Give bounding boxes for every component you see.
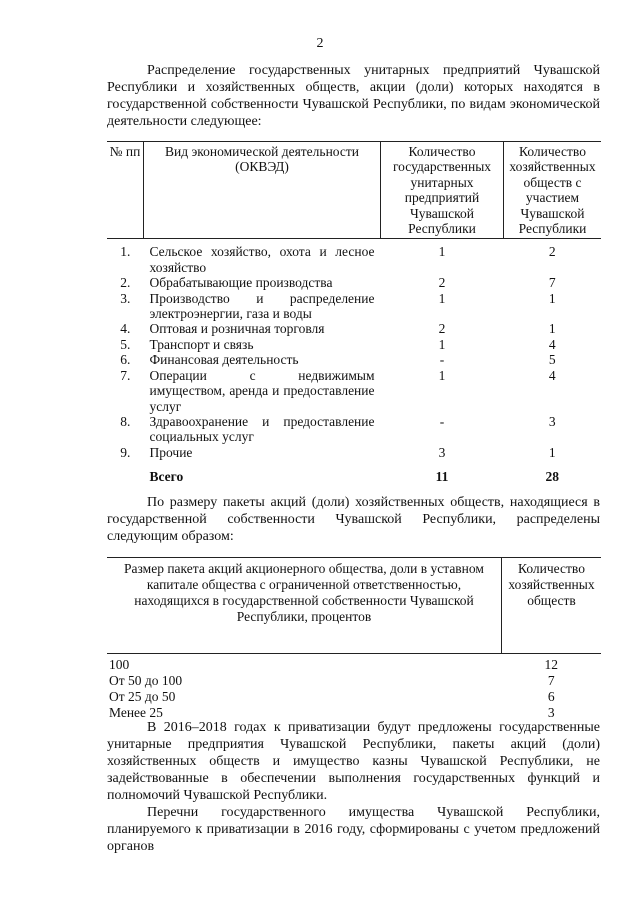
table-row: [107, 654, 601, 674]
table-row: [107, 321, 601, 336]
row-unitary: 2: [438, 321, 446, 337]
row-share-size: 100: [109, 657, 130, 672]
header-companies: Количество хозяйственных обществ с участием Чувашской Республики: [504, 142, 602, 239]
row-unitary: 1: [438, 244, 446, 260]
total-label: Всего: [149, 469, 184, 485]
row-activity: Здравоохранение и предоставление социальных услуг: [149, 413, 375, 445]
table-row: [107, 368, 601, 414]
row-companies: 4: [548, 336, 556, 352]
row-companies: 3: [548, 413, 556, 429]
spacer-row: [107, 460, 601, 467]
row-unitary: -: [439, 413, 445, 429]
row-activity: Транспорт и связь: [149, 336, 254, 352]
row-companies: 7: [548, 275, 556, 291]
table-row: [107, 337, 601, 352]
spacer-cell: [107, 460, 601, 467]
row-activity: Оптовая и розничная торговля: [149, 321, 325, 337]
activity-distribution-table: [107, 141, 601, 485]
table-header-row: [107, 142, 601, 239]
privatization-paragraph: В 2016–2018 годах к приватизации будут предложены государственные унитарные предприятия Чувашской Республики, пакеты акций (доли) хозяйственных обществ и имущество казны Чувашской Республики, не задействованные в обеспечении выполнения государственных функций и полномочий Чувашской Республики.: [107, 720, 600, 803]
row-num: 6.: [120, 352, 131, 368]
row-unitary: 1: [438, 336, 446, 352]
row-activity: Финансовая деятельность: [149, 352, 299, 368]
row-company-count: 3: [547, 705, 555, 720]
share-size-table: [107, 557, 601, 721]
row-activity: Операции с недвижимым имуществом, аренда и предоставление услуг: [149, 367, 375, 414]
row-company-count: 6: [547, 689, 555, 704]
total-num: [107, 467, 144, 484]
row-unitary: -: [439, 352, 445, 368]
table-row: [107, 291, 601, 322]
row-activity: Прочие: [149, 444, 193, 460]
row-num: 8.: [120, 413, 131, 429]
table-row: [107, 673, 601, 689]
row-unitary: 3: [438, 444, 446, 460]
row-share-size: От 25 до 50: [109, 689, 176, 704]
intro-paragraph: Распределение государственных унитарных предприятий Чувашской Республики и хозяйственных обществ, акции (доли) которых находятся в государственной собственности Чувашской Республики, по видам экономической деятельности следующее:: [107, 63, 600, 129]
row-companies: 1: [548, 321, 556, 337]
row-companies: 1: [548, 290, 556, 306]
share-size-paragraph: По размеру пакеты акций (доли) хозяйственных обществ, находящиеся в государственной собственности Чувашской Республики, распределены следующим образом:: [107, 495, 600, 544]
table-row: [107, 352, 601, 367]
row-num: 2.: [120, 275, 131, 291]
table-row: [107, 445, 601, 460]
row-share-size: От 50 до 100: [109, 673, 183, 688]
row-unitary: 1: [438, 367, 446, 383]
table-row: [107, 414, 601, 445]
row-companies: 4: [548, 367, 556, 383]
total-row: [107, 467, 601, 484]
row-company-count: 12: [544, 657, 558, 672]
row-companies: 5: [548, 352, 556, 368]
total-companies: 28: [545, 469, 559, 485]
row-share-size: Менее 25: [109, 705, 163, 720]
row-companies: 1: [548, 444, 556, 460]
row-num: 3.: [120, 290, 131, 306]
row-num: 5.: [120, 336, 131, 352]
header-share-size: Размер пакета акций акционерного общества, доли в уставном капитале общества с ограниченной ответственностью, находящихся в государственной собственности Чувашской Республики, процентов: [107, 558, 502, 654]
row-activity: Обрабатывающие производства: [149, 275, 333, 291]
row-num: 9.: [120, 444, 131, 460]
page-number: 2: [316, 36, 324, 51]
property-lists-paragraph: Перечни государственного имущества Чувашской Республики, планируемого к приватизации в 2016 году, сформированы с учетом предложений органов: [107, 805, 600, 854]
header-unitary: Количество государственных унитарных предприятий Чувашской Республики: [381, 142, 504, 239]
row-company-count: 7: [547, 673, 555, 688]
row-num: 1.: [120, 244, 131, 260]
table-header-row: [107, 558, 601, 654]
row-activity: Производство и распределение электроэнергии, газа и воды: [149, 290, 375, 322]
row-unitary: 1: [438, 290, 446, 306]
total-unitary: 11: [435, 469, 449, 485]
header-activity: Вид экономической деятельности (ОКВЭД): [144, 142, 381, 239]
row-activity: Сельское хозяйство, охота и лесное хозяйство: [149, 244, 375, 275]
table-row: [107, 239, 601, 275]
row-companies: 2: [548, 244, 556, 260]
table-row: [107, 275, 601, 290]
header-company-count: Количество хозяйственных обществ: [502, 558, 602, 654]
table-row: [107, 689, 601, 705]
row-unitary: 2: [438, 275, 446, 291]
row-num: 4.: [120, 321, 131, 337]
row-num: 7.: [120, 367, 131, 383]
header-num: № пп: [107, 142, 144, 239]
